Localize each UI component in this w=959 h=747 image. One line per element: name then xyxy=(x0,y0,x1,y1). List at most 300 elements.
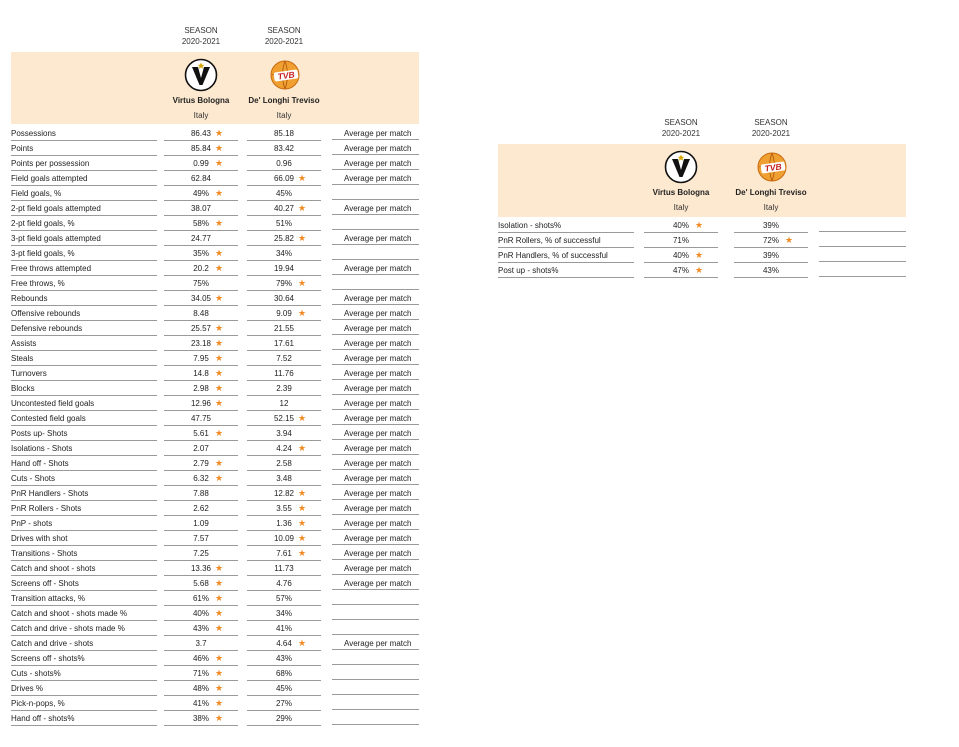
value-team-2 xyxy=(247,276,321,291)
value-team-1 xyxy=(164,381,238,396)
value-team-2 xyxy=(247,351,321,366)
value-text: 86.43 xyxy=(190,129,212,138)
value-team-2 xyxy=(247,186,321,201)
right-comparison-table xyxy=(498,117,906,282)
value-text: 8.48 xyxy=(193,309,209,318)
value-text: 41% xyxy=(275,624,292,633)
value-text: 58% xyxy=(192,219,209,228)
svg-text:TVB: TVB xyxy=(763,161,783,174)
value-text: 47.75 xyxy=(190,414,212,423)
row-label: Catch and drive - shots xyxy=(11,636,157,651)
row-note: Average per match xyxy=(332,306,419,320)
row-note xyxy=(332,276,419,290)
value-team-2 xyxy=(734,218,808,233)
best-star-icon: ★ xyxy=(215,623,224,633)
value-text: 12.96 xyxy=(190,399,212,408)
table-row xyxy=(11,576,419,591)
row-note xyxy=(819,248,906,262)
row-label: Possessions xyxy=(11,126,157,141)
virtus-bologna-logo xyxy=(184,58,218,94)
table-row xyxy=(11,186,419,201)
value-text: 68% xyxy=(275,669,292,678)
season-label: SEASON xyxy=(664,118,698,127)
table-row xyxy=(11,426,419,441)
row-label: Contested field goals xyxy=(11,411,157,426)
row-label: 2-pt field goals, % xyxy=(11,216,157,231)
row-label: Catch and shoot - shots made % xyxy=(11,606,157,621)
value-text: 3.94 xyxy=(276,429,292,438)
value-team-1 xyxy=(164,366,238,381)
table-row xyxy=(11,681,419,696)
value-text: 7.57 xyxy=(193,534,209,543)
best-star-icon: ★ xyxy=(215,338,224,348)
value-text: 62.84 xyxy=(190,174,212,183)
value-text: 57% xyxy=(275,594,292,603)
value-text: 30.64 xyxy=(273,294,295,303)
value-text: 2.98 xyxy=(193,384,209,393)
row-label: Free throws attempted xyxy=(11,261,157,276)
team-name-2: De' Longhi Treviso xyxy=(248,96,320,105)
team-country-2: Italy xyxy=(763,203,779,212)
season-years: 2020-2021 xyxy=(661,129,701,138)
row-note: Average per match xyxy=(332,381,419,395)
value-text: 6.32 xyxy=(193,474,209,483)
row-label: 3-pt field goals attempted xyxy=(11,231,157,246)
value-text: 2.79 xyxy=(193,459,209,468)
best-star-icon: ★ xyxy=(215,368,224,378)
value-team-1 xyxy=(164,156,238,171)
row-label: PnR Rollers - Shots xyxy=(11,501,157,516)
value-text: 71% xyxy=(192,669,209,678)
table-row xyxy=(11,276,419,291)
row-label: Isolation - shots% xyxy=(498,218,634,233)
row-note: Average per match xyxy=(332,261,419,275)
row-note xyxy=(332,606,419,620)
value-text: 11.73 xyxy=(274,564,294,573)
table-row xyxy=(11,381,419,396)
row-label: Assists xyxy=(11,336,157,351)
best-star-icon: ★ xyxy=(785,235,794,245)
row-label: Transition attacks, % xyxy=(11,591,157,606)
value-team-2 xyxy=(247,201,321,216)
value-team-2 xyxy=(247,156,321,171)
value-team-1 xyxy=(164,396,238,411)
value-text: 2.39 xyxy=(276,384,292,393)
row-label: Offensive rebounds xyxy=(11,306,157,321)
value-text: 41% xyxy=(192,699,209,708)
value-team-1 xyxy=(164,441,238,456)
value-team-2 xyxy=(247,516,321,531)
value-team-1 xyxy=(164,666,238,681)
row-note xyxy=(332,216,419,230)
best-star-icon: ★ xyxy=(215,158,224,168)
table-row xyxy=(498,218,906,233)
value-text: 7.52 xyxy=(276,354,292,363)
row-note: Average per match xyxy=(332,351,419,365)
best-star-icon: ★ xyxy=(215,458,224,468)
value-team-1 xyxy=(164,471,238,486)
value-team-1 xyxy=(164,546,238,561)
row-note xyxy=(819,218,906,232)
table-row xyxy=(11,546,419,561)
best-star-icon: ★ xyxy=(215,563,224,573)
row-label: Points per possession xyxy=(11,156,157,171)
row-note xyxy=(332,246,419,260)
value-team-1 xyxy=(164,141,238,156)
row-label: PnP - shots xyxy=(11,516,157,531)
value-team-1 xyxy=(164,501,238,516)
value-text: 7.88 xyxy=(193,489,209,498)
table-row xyxy=(11,171,419,186)
row-label: Defensive rebounds xyxy=(11,321,157,336)
row-label: Screens off - shots% xyxy=(11,651,157,666)
value-text: 11.76 xyxy=(274,369,294,378)
value-team-2 xyxy=(247,591,321,606)
value-team-2 xyxy=(247,126,321,141)
best-star-icon: ★ xyxy=(215,683,224,693)
row-note: Average per match xyxy=(332,426,419,440)
tvb-treviso-logo xyxy=(267,58,303,94)
value-text: 1.09 xyxy=(193,519,209,528)
value-text: 24.77 xyxy=(190,234,212,243)
team-name-1: Virtus Bologna xyxy=(652,188,710,197)
team-name-1: Virtus Bologna xyxy=(172,96,230,105)
table-row xyxy=(498,233,906,248)
best-star-icon: ★ xyxy=(215,593,224,603)
value-text: 40% xyxy=(672,251,689,260)
row-note xyxy=(819,263,906,277)
row-label: 3-pt field goals, % xyxy=(11,246,157,261)
table-row xyxy=(11,141,419,156)
value-text: 2.62 xyxy=(193,504,209,513)
best-star-icon: ★ xyxy=(215,428,224,438)
table-row xyxy=(11,261,419,276)
value-team-1 xyxy=(164,486,238,501)
value-text: 20.2 xyxy=(193,264,209,273)
value-text: 17.61 xyxy=(273,339,295,348)
value-team-1 xyxy=(164,171,238,186)
value-text: 35% xyxy=(192,249,209,258)
row-note: Average per match xyxy=(332,501,419,515)
value-text: 12 xyxy=(279,399,289,408)
value-text: 34% xyxy=(275,609,292,618)
row-note: Average per match xyxy=(332,126,419,140)
value-text: 7.61 xyxy=(276,549,292,558)
row-note: Average per match xyxy=(332,291,419,305)
value-text: 27% xyxy=(275,699,292,708)
row-note: Average per match xyxy=(332,201,419,215)
value-team-1 xyxy=(164,561,238,576)
row-note xyxy=(332,711,419,725)
value-team-2 xyxy=(247,621,321,636)
value-team-2 xyxy=(247,561,321,576)
row-label: Hand off - shots% xyxy=(11,711,157,726)
row-note: Average per match xyxy=(332,231,419,245)
table-row xyxy=(11,411,419,426)
value-team-2 xyxy=(247,141,321,156)
table-row xyxy=(498,263,906,278)
table-row xyxy=(11,291,419,306)
table-row xyxy=(11,591,419,606)
best-star-icon: ★ xyxy=(298,443,307,453)
value-team-2 xyxy=(734,233,808,248)
best-star-icon: ★ xyxy=(215,578,224,588)
row-label: Uncontested field goals xyxy=(11,396,157,411)
table-row xyxy=(11,156,419,171)
value-text: 1.36 xyxy=(276,519,292,528)
table-row xyxy=(11,501,419,516)
value-text: 2.07 xyxy=(193,444,209,453)
value-team-1 xyxy=(164,201,238,216)
row-note xyxy=(332,666,419,680)
row-label: Isolations - Shots xyxy=(11,441,157,456)
row-label: Drives with shot xyxy=(11,531,157,546)
value-team-1 xyxy=(164,246,238,261)
best-star-icon: ★ xyxy=(215,713,224,723)
tvb-treviso-logo xyxy=(754,150,790,186)
value-text: 4.24 xyxy=(276,444,292,453)
row-label: PnR Rollers, % of successful xyxy=(498,233,634,248)
table-row xyxy=(11,441,419,456)
value-team-1 xyxy=(644,218,718,233)
value-team-2 xyxy=(247,411,321,426)
team-name-2: De' Longhi Treviso xyxy=(735,188,807,197)
value-text: 40% xyxy=(672,221,689,230)
row-label: Cuts - shots% xyxy=(11,666,157,681)
best-star-icon: ★ xyxy=(215,218,224,228)
value-text: 43% xyxy=(762,266,779,275)
value-text: 45% xyxy=(275,684,292,693)
table-row xyxy=(11,636,419,651)
value-text: 66.09 xyxy=(273,174,295,183)
value-team-2 xyxy=(247,711,321,726)
best-star-icon: ★ xyxy=(298,308,307,318)
table-row xyxy=(498,248,906,263)
row-note: Average per match xyxy=(332,531,419,545)
value-team-2 xyxy=(247,441,321,456)
value-team-2 xyxy=(734,248,808,263)
value-team-2 xyxy=(247,171,321,186)
value-team-1 xyxy=(164,621,238,636)
best-star-icon: ★ xyxy=(695,220,704,230)
value-team-1 xyxy=(164,276,238,291)
value-team-1 xyxy=(164,306,238,321)
table-row xyxy=(11,531,419,546)
value-team-2 xyxy=(247,261,321,276)
row-note xyxy=(332,651,419,665)
value-team-1 xyxy=(164,636,238,651)
value-text: 7.25 xyxy=(193,549,209,558)
best-star-icon: ★ xyxy=(215,263,224,273)
row-note: Average per match xyxy=(332,516,419,530)
value-text: 85.84 xyxy=(190,144,212,153)
table-row xyxy=(11,486,419,501)
row-label: Posts up- Shots xyxy=(11,426,157,441)
table-row xyxy=(11,126,419,141)
row-label: Free throws, % xyxy=(11,276,157,291)
season-years: 2020-2021 xyxy=(181,37,221,46)
virtus-bologna-logo xyxy=(664,150,698,186)
season-label: SEASON xyxy=(267,26,301,35)
season-header-1 xyxy=(164,25,238,47)
value-text: 25.82 xyxy=(273,234,295,243)
row-note: Average per match xyxy=(332,366,419,380)
value-team-2 xyxy=(247,426,321,441)
table-row xyxy=(11,366,419,381)
row-label: Catch and drive - shots made % xyxy=(11,621,157,636)
value-text: 39% xyxy=(762,221,779,230)
table-row xyxy=(11,201,419,216)
table-row xyxy=(11,306,419,321)
value-text: 5.68 xyxy=(193,579,209,588)
best-star-icon: ★ xyxy=(298,488,307,498)
table-row xyxy=(11,396,419,411)
value-team-2 xyxy=(247,381,321,396)
row-label: Steals xyxy=(11,351,157,366)
value-text: 47% xyxy=(672,266,689,275)
best-star-icon: ★ xyxy=(215,668,224,678)
value-text: 3.7 xyxy=(195,639,207,648)
row-label: PnR Handlers - Shots xyxy=(11,486,157,501)
value-text: 38% xyxy=(192,714,209,723)
value-team-1 xyxy=(644,263,718,278)
value-text: 40% xyxy=(192,609,209,618)
best-star-icon: ★ xyxy=(215,608,224,618)
value-text: 71% xyxy=(672,236,689,245)
value-team-1 xyxy=(164,231,238,246)
table-row xyxy=(11,696,419,711)
row-label: Rebounds xyxy=(11,291,157,306)
row-label: Pick-n-pops, % xyxy=(11,696,157,711)
value-team-1 xyxy=(164,576,238,591)
best-star-icon: ★ xyxy=(298,413,307,423)
best-star-icon: ★ xyxy=(298,503,307,513)
best-star-icon: ★ xyxy=(298,533,307,543)
value-team-1 xyxy=(644,233,718,248)
value-team-2 xyxy=(247,396,321,411)
table-row xyxy=(11,651,419,666)
value-team-2 xyxy=(247,321,321,336)
table-row xyxy=(11,621,419,636)
value-team-1 xyxy=(164,351,238,366)
value-text: 2.58 xyxy=(276,459,292,468)
value-text: 5.61 xyxy=(193,429,209,438)
value-team-2 xyxy=(247,681,321,696)
value-text: 14.8 xyxy=(193,369,209,378)
svg-text:TVB: TVB xyxy=(276,69,296,82)
value-text: 38.07 xyxy=(190,204,212,213)
value-text: 51% xyxy=(275,219,292,228)
value-team-1 xyxy=(164,426,238,441)
value-team-2 xyxy=(734,263,808,278)
value-team-2 xyxy=(247,636,321,651)
best-star-icon: ★ xyxy=(215,353,224,363)
row-note: Average per match xyxy=(332,636,419,650)
value-team-1 xyxy=(164,456,238,471)
table-row xyxy=(11,561,419,576)
value-text: 0.99 xyxy=(193,159,209,168)
row-label: 2-pt field goals attempted xyxy=(11,201,157,216)
value-team-2 xyxy=(247,666,321,681)
value-team-2 xyxy=(247,696,321,711)
value-text: 34% xyxy=(275,249,292,258)
value-team-2 xyxy=(247,606,321,621)
season-header-1 xyxy=(644,117,718,139)
value-text: 0.96 xyxy=(276,159,292,168)
value-text: 21.55 xyxy=(273,324,295,333)
table-row xyxy=(11,666,419,681)
value-text: 3.48 xyxy=(276,474,292,483)
value-text: 48% xyxy=(192,684,209,693)
value-text: 45% xyxy=(275,189,292,198)
value-text: 43% xyxy=(192,624,209,633)
row-note xyxy=(332,681,419,695)
team-country-1: Italy xyxy=(193,111,209,120)
value-team-1 xyxy=(164,681,238,696)
best-star-icon: ★ xyxy=(215,383,224,393)
table-row xyxy=(11,456,419,471)
value-team-1 xyxy=(164,606,238,621)
value-team-2 xyxy=(247,486,321,501)
row-note: Average per match xyxy=(332,396,419,410)
value-team-2 xyxy=(247,471,321,486)
value-text: 13.36 xyxy=(190,564,212,573)
value-team-1 xyxy=(164,516,238,531)
row-label: Drives % xyxy=(11,681,157,696)
table-row xyxy=(11,336,419,351)
value-team-2 xyxy=(247,291,321,306)
value-team-1 xyxy=(164,216,238,231)
value-text: 83.42 xyxy=(273,144,295,153)
value-team-1 xyxy=(164,261,238,276)
season-label: SEASON xyxy=(184,26,218,35)
team-country-1: Italy xyxy=(673,203,689,212)
table-row xyxy=(11,321,419,336)
left-comparison-table xyxy=(11,25,419,725)
season-years: 2020-2021 xyxy=(751,129,791,138)
value-text: 61% xyxy=(192,594,209,603)
value-text: 12.82 xyxy=(273,489,295,498)
value-text: 10.09 xyxy=(273,534,295,543)
best-star-icon: ★ xyxy=(298,518,307,528)
value-text: 52.15 xyxy=(273,414,295,423)
value-team-1 xyxy=(164,591,238,606)
table-row xyxy=(11,711,419,726)
value-team-1 xyxy=(164,321,238,336)
table-row xyxy=(11,231,419,246)
row-label: PnR Handlers, % of successful xyxy=(498,248,634,263)
row-label: Transitions - Shots xyxy=(11,546,157,561)
row-label: Blocks xyxy=(11,381,157,396)
value-text: 34.05 xyxy=(190,294,212,303)
best-star-icon: ★ xyxy=(215,248,224,258)
value-team-1 xyxy=(164,336,238,351)
value-team-2 xyxy=(247,336,321,351)
best-star-icon: ★ xyxy=(215,293,224,303)
value-team-2 xyxy=(247,546,321,561)
value-team-2 xyxy=(247,306,321,321)
row-label: Post up - shots% xyxy=(498,263,634,278)
value-team-1 xyxy=(164,126,238,141)
best-star-icon: ★ xyxy=(298,638,307,648)
best-star-icon: ★ xyxy=(298,173,307,183)
value-text: 7.95 xyxy=(193,354,209,363)
value-text: 39% xyxy=(762,251,779,260)
value-team-2 xyxy=(247,456,321,471)
value-text: 40.27 xyxy=(273,204,295,213)
value-team-2 xyxy=(247,501,321,516)
value-text: 19.94 xyxy=(273,264,295,273)
